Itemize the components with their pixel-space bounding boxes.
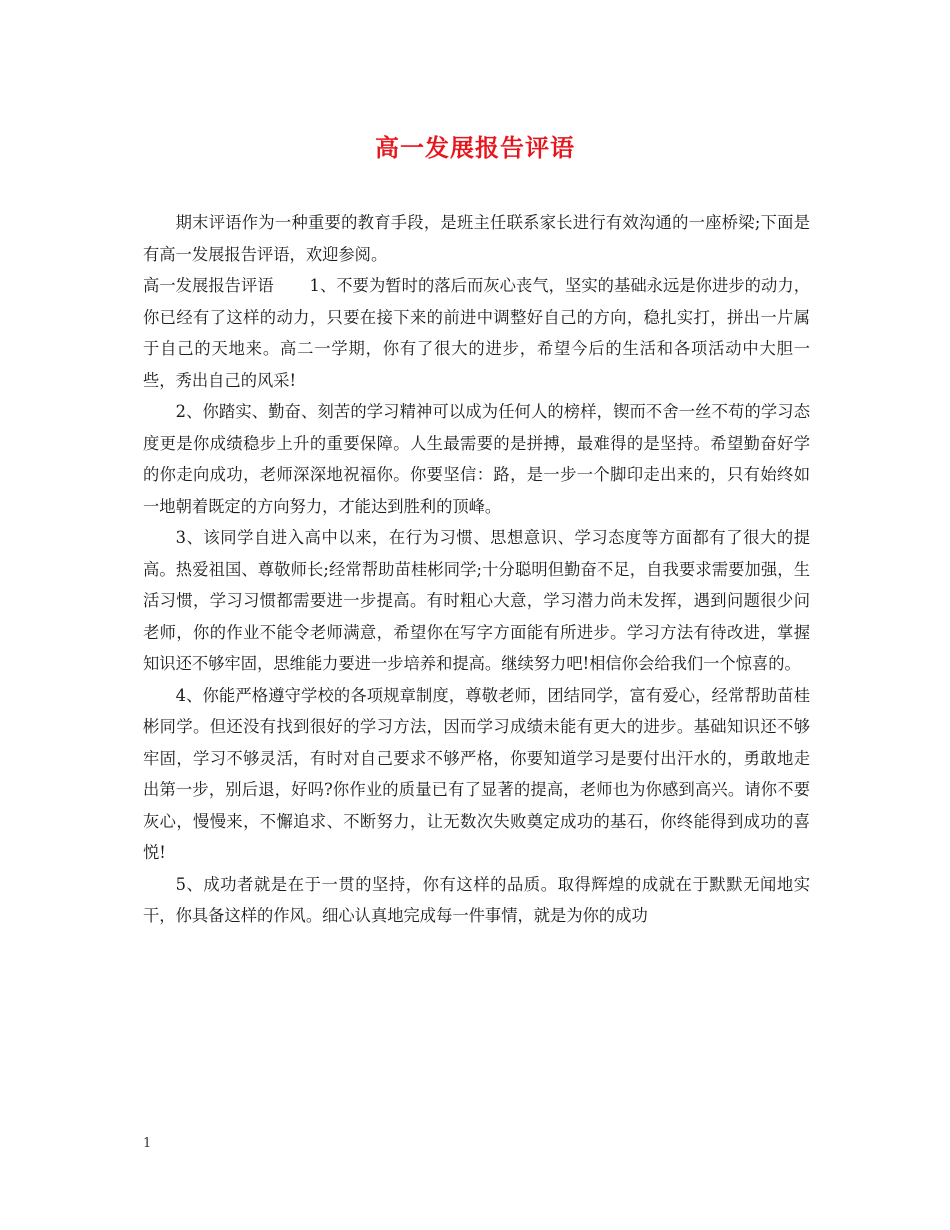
document-body [143, 207, 810, 932]
comment-paragraph-1 [143, 270, 810, 396]
comment-paragraph-2: 2、你踏实、勤奋、刻苦的学习精神可以成为任何人的榜样，锲而不舍一丝不苟的学习态度更是你成绩稳步上升的重要保障。人生最需要的是拼搏，最难得的是坚持。希望勤奋好学的你走向成功，老师深深地祝福你。你要坚信：路，是一步一个脚印走出来的，只有始终如一地朝着既定的方向努力，才能达到胜利的顶峰。 [143, 402, 810, 516]
comment-paragraph-3: 3、该同学自进入高中以来，在行为习惯、思想意识、学习态度等方面都有了很大的提高。热爱祖国、尊敬师长;经常帮助苗桂彬同学;十分聪明但勤奋不足，自我要求需要加强，生活习惯，学习习惯都需要进一步提高。有时粗心大意，学习潜力尚未发挥，遇到问题很少问老师，你的作业不能令老师满意，希望你在写字方面能有所进步。学习方法有待改进，掌握知识还不够牢固，思维能力要进一步培养和提高。继续努力吧!相信你会给我们一个惊喜的。 [143, 528, 810, 673]
section-label: 高一发展报告评语 [143, 276, 274, 295]
page-number: 1 [143, 1136, 152, 1151]
intro-paragraph: 期末评语作为一种重要的教育手段，是班主任联系家长进行有效沟通的一座桥梁;下面是有高一发展报告评语，欢迎参阅。 [143, 213, 810, 264]
comment-paragraph-5: 5、成功者就是在于一贯的坚持，你有这样的品质。取得辉煌的成就在于默默无闻地实干，你具备这样的作风。细心认真地完成每一件事情，就是为你的成功 [143, 874, 810, 925]
comment-paragraph-4: 4、你能严格遵守学校的各项规章制度，尊敬老师，团结同学，富有爱心，经常帮助苗桂彬同学。但还没有找到很好的学习方法，因而学习成绩未能有更大的进步。基础知识还不够牢固，学习不够灵活，有时对自己要求不够严格，你要知道学习是要付出汗水的，勇敢地走出第一步，别后退，好吗?你作业的质量已有了显著的提高，老师也为你感到高兴。请你不要灰心，慢慢来，不懈追求、不断努力，让无数次失败奠定成功的基石，你终能得到成功的喜悦! [143, 685, 810, 862]
document-title: 高一发展报告评语 [375, 133, 575, 162]
comment-text-1: 1、不要为暂时的落后而灰心丧气，坚实的基础永远是你进步的动力，你已经有了这样的动力，只要在接下来的前进中调整好自己的方向，稳扎实打，拼出一片属于自己的天地来。高二一学期，你有了很大的进步，希望今后的生活和各项活动中大胆一些，秀出自己的风采! [143, 276, 810, 390]
